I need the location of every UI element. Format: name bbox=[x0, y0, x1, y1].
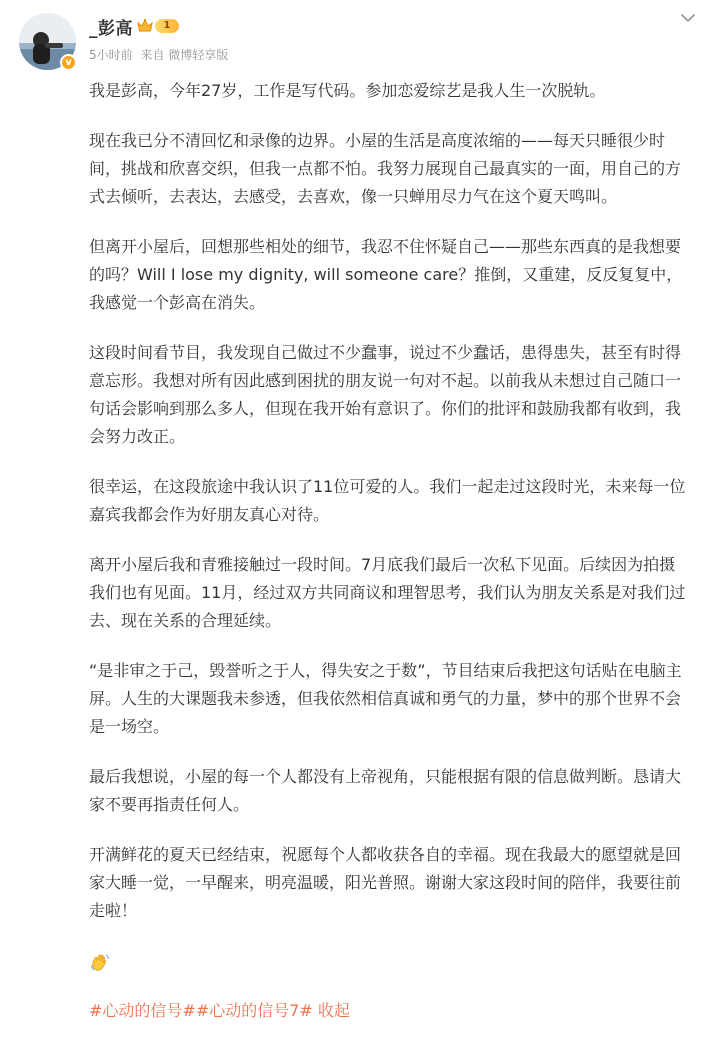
post-meta bbox=[89, 46, 232, 63]
collapse-link[interactable]: 收起 bbox=[317, 1001, 350, 1020]
post-paragraph: 这段时间看节目，我发现自己做过不少蠢事，说过不少蠢话，患得患失，甚至有时得意忘形。我想对所有因此感到困扰的朋友说一句对不起。以前我从未想过自己随口一句话会影响到那么多人，但现在我开始有意识了。你们的批评和鼓励我都有收到，我会努力改正。 bbox=[89, 343, 682, 446]
hashtag-link[interactable]: #心动的信号7# bbox=[195, 1001, 313, 1020]
post-paragraph: 开满鲜花的夏天已经结束，祝愿每个人都收获各自的幸福。现在我最大的愿望就是回家大睡一觉，一早醒来，明亮温暖，阳光普照。谢谢大家这段时间的陪伴，我要往前走啦！ bbox=[89, 845, 682, 920]
post-timestamp[interactable]: 5小时前 bbox=[89, 48, 133, 62]
waving-hand-icon bbox=[89, 951, 111, 973]
user-level-number: 1 bbox=[155, 19, 179, 33]
post-content bbox=[89, 77, 689, 1025]
post-source: 来自 微博轻享版 bbox=[140, 48, 229, 62]
emoji-line bbox=[89, 947, 689, 975]
username[interactable]: _彭高 bbox=[89, 19, 133, 39]
post-paragraph: “是非审之于己，毁誉听之于人，得失安之于数”，节目结束后我把这句话贴在电脑主屏。人生的大课题我未参透，但我依然相信真诚和勇气的力量，梦中的那个世界不会是一场空。 bbox=[89, 661, 682, 736]
post-paragraph: 离开小屋后我和青雅接触过一段时间。7月底我们最后一次私下见面。后续因为拍摄我们也有见面。11月，经过双方共同商议和理智思考，我们认为朋友关系是对我们过去、现在关系的合理延续。 bbox=[89, 555, 686, 630]
post-paragraph: 我是彭高，今年27岁，工作是写代码。参加恋爱综艺是我人生一次脱轨。 bbox=[89, 81, 606, 100]
verified-badge-icon: v bbox=[60, 54, 77, 71]
post-paragraph: 很幸运，在这段旅途中我认识了11位可爱的人。我们一起走过这段时光，未来每一位嘉宾我都会作为好朋友真心对待。 bbox=[89, 477, 686, 524]
post-paragraph: 但离开小屋后，回想那些相处的细节，我忍不住怀疑自己——那些东西真的是我想要的吗？Will I lose my dignity, will someone care？推倒，又重建，反反复复中，我感觉一个彭高在消失。 bbox=[89, 237, 683, 312]
hashtag-link[interactable]: #心动的信号# bbox=[89, 1001, 196, 1020]
post-footer-links bbox=[89, 997, 689, 1025]
post-paragraph: 现在我已分不清回忆和录像的边界。小屋的生活是高度浓缩的——每天只睡很少时间，挑战和欣喜交织，但我一点都不怕。我努力展现自己最真实的一面，用自己的方式去倾听，去表达，去感受，去喜欢，像一只蝉用尽力气在这个夏天鸣叫。 bbox=[89, 131, 682, 206]
user-level-badge[interactable] bbox=[136, 17, 179, 35]
post-paragraph: 最后我想说，小屋的每一个人都没有上帝视角，只能根据有限的信息做判断。恳请大家不要再指责任何人。 bbox=[89, 767, 682, 814]
chevron-down-icon[interactable] bbox=[679, 9, 697, 27]
post-header bbox=[0, 0, 714, 80]
crown-icon bbox=[136, 17, 154, 35]
